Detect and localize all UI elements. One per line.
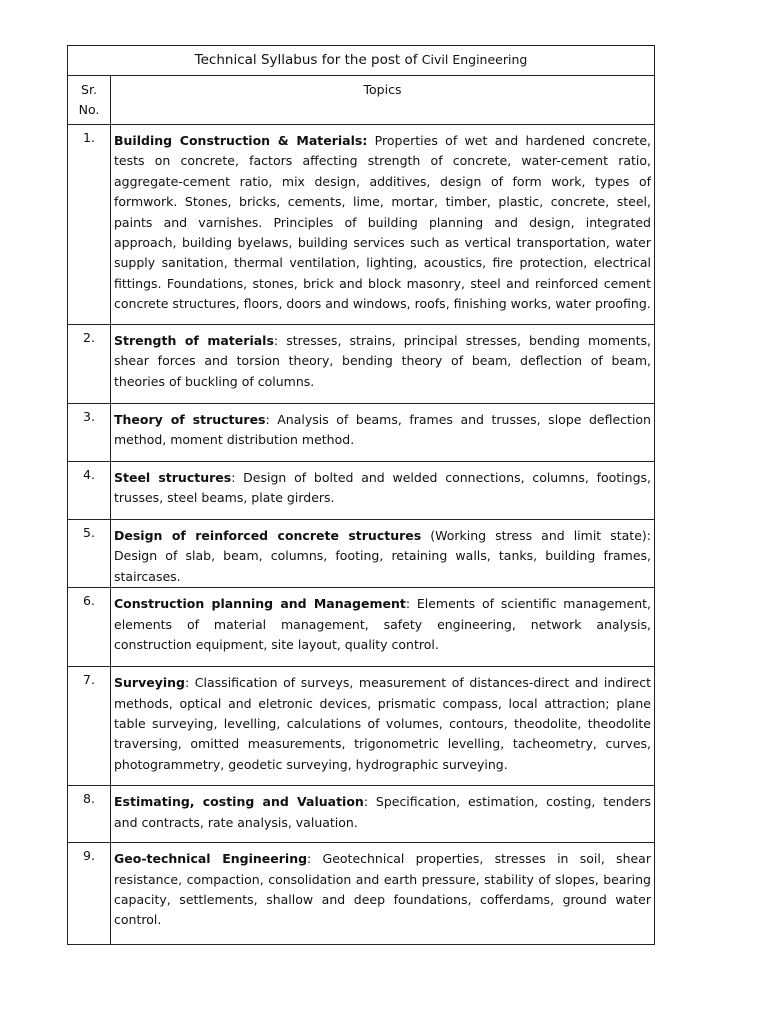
topic-body: : Classification of surveys, measurement of distances-direct and indirect methods, optical and eletronic devices, prismatic compass, local attraction; plane table surveying, levelling, calculations of volumes, contours, theodolite, theodolite traversing, omitted measurements, trigonometric levelling, tacheometry, curves, photogrammetry, geodetic surveying, hydrographic surveying. xyxy=(114,675,651,772)
topic-cell xyxy=(111,125,655,325)
topic-cell xyxy=(111,462,655,520)
topic-body: Properties of wet and hardened concrete, tests on concrete, factors affecting strength of concrete, water-cement ratio, aggregate-cement ratio, mix design, additives, design of form work, types of formwork. Stones, bricks, cements, lime, mortar, timber, plastic, concrete, steel, paints and varnishes. Principles of building planning and design, integrated approach, building byelaws, building services such as vertical transportation, water supply sanitation, thermal ventilation, lighting, acoustics, fire protection, electrical fittings. Foundations, stones, brick and block masonry, steel and reinforced cement concrete structures, floors, doors and windows, roofs, finishing works, water proofing. xyxy=(114,133,651,312)
topic-cell xyxy=(111,325,655,404)
row-number: 8. xyxy=(68,786,111,843)
topic-cell xyxy=(111,404,655,462)
table-row xyxy=(68,588,655,667)
title-post: Civil Engineering xyxy=(421,52,528,67)
topic-body: : Specification, estimation, costing, tenders and contracts, rate analysis, valuation. xyxy=(114,794,651,830)
table-row xyxy=(68,667,655,786)
topic-cell xyxy=(111,843,655,945)
topic-body: : Design of bolted and welded connections, columns, footings, trusses, steel beams, plate girders. xyxy=(114,470,651,506)
topic-cell xyxy=(111,786,655,843)
topic-heading: Theory of structures xyxy=(114,412,266,427)
table-row xyxy=(68,404,655,462)
row-number: 4. xyxy=(68,462,111,520)
topic-body: : stresses, strains, principal stresses, bending moments, shear forces and torsion theory, bending theory of beam, deflection of beam, theories of buckling of columns. xyxy=(114,333,651,389)
header-row xyxy=(68,76,655,125)
table-row xyxy=(68,520,655,588)
table-row xyxy=(68,125,655,325)
row-number: 5. xyxy=(68,520,111,588)
sr-header-line2: No. xyxy=(78,102,100,117)
topic-heading: Design of reinforced concrete structures xyxy=(114,528,422,543)
topic-heading: Building Construction & Materials: xyxy=(114,133,368,148)
topic-body: (Working stress and limit state): Design of slab, beam, columns, footing, retaining walls, tanks, building frames, staircases. xyxy=(114,528,651,584)
topic-cell xyxy=(111,667,655,786)
syllabus-table xyxy=(67,45,655,945)
topic-heading: Geo-technical Engineering xyxy=(114,851,308,867)
table-row xyxy=(68,786,655,843)
topic-body: : Analysis of beams, frames and trusses, slope deflection method, moment distribution method. xyxy=(114,412,651,448)
title-prefix: Technical Syllabus for the post of xyxy=(194,52,418,68)
row-number: 7. xyxy=(68,667,111,786)
topic-heading: Strength of materials xyxy=(114,333,274,348)
row-number: 6. xyxy=(68,588,111,667)
topic-body: : Geotechnical properties, stresses in soil, shear resistance, compaction, consolidation and earth pressure, stability of slopes, bearing capacity, settlements, shallow and deep foundations, cofferdams, ground water control. xyxy=(114,851,651,928)
topic-cell xyxy=(111,520,655,588)
sr-no-header xyxy=(68,76,111,125)
title-row xyxy=(68,46,655,76)
sr-header-line1: Sr. xyxy=(81,82,97,97)
topic-cell xyxy=(111,588,655,667)
table-row xyxy=(68,325,655,404)
row-number: 2. xyxy=(68,325,111,404)
topic-heading: Steel structures xyxy=(114,470,232,485)
document-title xyxy=(68,46,655,76)
topic-heading: Construction planning and Management xyxy=(114,596,406,612)
topic-heading: Surveying xyxy=(114,675,185,691)
table-row xyxy=(68,462,655,520)
row-number: 3. xyxy=(68,404,111,462)
row-number: 1. xyxy=(68,125,111,325)
row-number: 9. xyxy=(68,843,111,945)
topic-heading: Estimating, costing and Valuation xyxy=(114,794,364,810)
topics-header: Topics xyxy=(111,76,655,125)
table-row xyxy=(68,843,655,945)
topic-body: : Elements of scientific management, elements of material management, safety engineering, network analysis, construction equipment, site layout, quality control. xyxy=(114,596,651,653)
